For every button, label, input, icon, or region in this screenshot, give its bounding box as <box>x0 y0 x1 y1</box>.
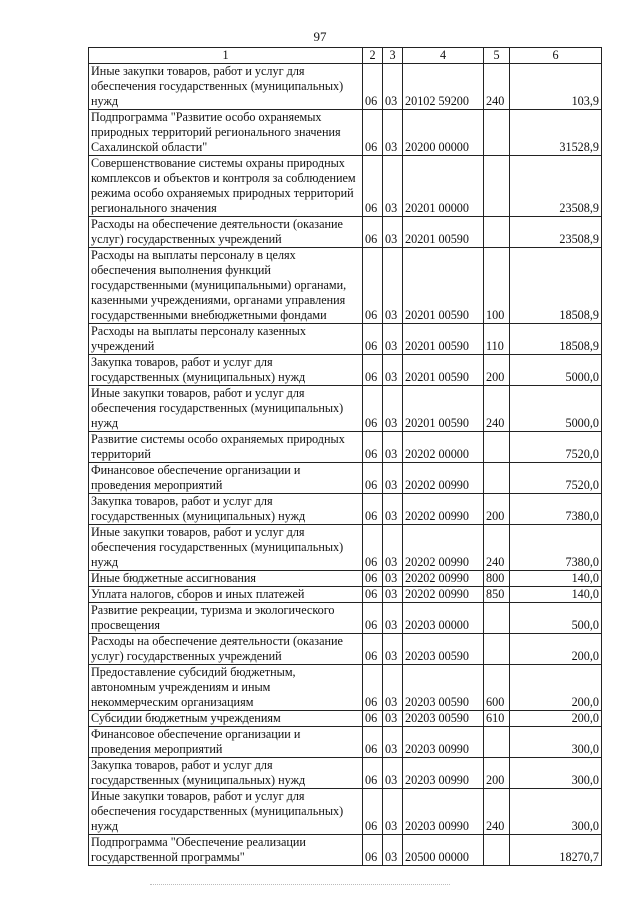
table-row <box>89 525 602 571</box>
row-name: Развитие рекреации, туризма и экологического просвещения <box>89 603 363 634</box>
row-amount: 300,0 <box>510 789 602 835</box>
row-section: 06 <box>363 386 383 432</box>
row-target-article: 20203 00590 <box>403 711 484 727</box>
row-name: Уплата налогов, сборов и иных платежей <box>89 587 363 603</box>
row-target-article: 20201 00590 <box>403 217 484 248</box>
header-col-1: 1 <box>89 48 363 64</box>
row-target-article: 20201 00590 <box>403 386 484 432</box>
row-amount: 200,0 <box>510 711 602 727</box>
row-amount: 18508,9 <box>510 324 602 355</box>
row-name: Расходы на выплаты персоналу в целях обеспечения выполнения функций государственными (муниципальными) органами, казенными учреждениями, органами управления государственными внебюджетными фондами <box>89 248 363 324</box>
row-name: Подпрограмма "Развитие особо охраняемых природных территорий регионального значения Сахалинской области" <box>89 110 363 156</box>
row-target-article: 20201 00590 <box>403 355 484 386</box>
row-subsection: 03 <box>383 110 403 156</box>
row-target-article: 20500 00000 <box>403 835 484 866</box>
table-row <box>89 789 602 835</box>
table-row <box>89 64 602 110</box>
row-target-article: 20201 00000 <box>403 156 484 217</box>
header-col-2: 2 <box>363 48 383 64</box>
row-amount: 23508,9 <box>510 217 602 248</box>
row-target-article: 20200 00000 <box>403 110 484 156</box>
row-expense-type: 240 <box>484 386 510 432</box>
row-section: 06 <box>363 110 383 156</box>
row-subsection: 03 <box>383 727 403 758</box>
row-subsection: 03 <box>383 711 403 727</box>
row-section: 06 <box>363 711 383 727</box>
row-subsection: 03 <box>383 587 403 603</box>
row-subsection: 03 <box>383 324 403 355</box>
row-amount: 7380,0 <box>510 494 602 525</box>
table-row <box>89 463 602 494</box>
row-name: Расходы на обеспечение деятельности (оказание услуг) государственных учреждений <box>89 217 363 248</box>
row-target-article: 20203 00990 <box>403 789 484 835</box>
row-section: 06 <box>363 494 383 525</box>
row-name: Совершенствование системы охраны природных комплексов и объектов и контроля за соблюдением режима особо охраняемых природных территорий регионального значения <box>89 156 363 217</box>
table-row <box>89 355 602 386</box>
row-amount: 7520,0 <box>510 432 602 463</box>
row-name: Финансовое обеспечение организации и проведения мероприятий <box>89 463 363 494</box>
row-target-article: 20102 59200 <box>403 64 484 110</box>
row-expense-type: 200 <box>484 494 510 525</box>
row-subsection: 03 <box>383 835 403 866</box>
row-name: Иные закупки товаров, работ и услуг для обеспечения государственных (муниципальных) нужд <box>89 386 363 432</box>
row-section: 06 <box>363 835 383 866</box>
row-section: 06 <box>363 587 383 603</box>
row-name: Иные бюджетные ассигнования <box>89 571 363 587</box>
table-row <box>89 386 602 432</box>
row-amount: 5000,0 <box>510 355 602 386</box>
row-subsection: 03 <box>383 634 403 665</box>
table-row <box>89 603 602 634</box>
table-row <box>89 432 602 463</box>
row-expense-type <box>484 603 510 634</box>
header-row <box>89 48 602 64</box>
row-name: Иные закупки товаров, работ и услуг для обеспечения государственных (муниципальных) нужд <box>89 525 363 571</box>
header-col-3: 3 <box>383 48 403 64</box>
row-target-article: 20202 00990 <box>403 587 484 603</box>
row-name: Иные закупки товаров, работ и услуг для обеспечения государственных (муниципальных) нужд <box>89 64 363 110</box>
row-expense-type: 600 <box>484 665 510 711</box>
row-name: Закупка товаров, работ и услуг для государственных (муниципальных) нужд <box>89 758 363 789</box>
budget-table <box>88 47 602 866</box>
row-section: 06 <box>363 571 383 587</box>
row-subsection: 03 <box>383 355 403 386</box>
row-amount: 7380,0 <box>510 525 602 571</box>
row-amount: 5000,0 <box>510 386 602 432</box>
row-name: Подпрограмма "Обеспечение реализации государственной программы" <box>89 835 363 866</box>
row-expense-type: 100 <box>484 248 510 324</box>
table-row <box>89 571 602 587</box>
row-name: Иные закупки товаров, работ и услуг для обеспечения государственных (муниципальных) нужд <box>89 789 363 835</box>
row-section: 06 <box>363 64 383 110</box>
row-section: 06 <box>363 727 383 758</box>
row-expense-type <box>484 110 510 156</box>
row-amount: 300,0 <box>510 727 602 758</box>
row-subsection: 03 <box>383 494 403 525</box>
row-expense-type <box>484 634 510 665</box>
row-subsection: 03 <box>383 432 403 463</box>
row-target-article: 20202 00990 <box>403 571 484 587</box>
row-amount: 18508,9 <box>510 248 602 324</box>
table-row <box>89 711 602 727</box>
row-name: Субсидии бюджетным учреждениям <box>89 711 363 727</box>
row-name: Предоставление субсидий бюджетным, автономным учреждениям и иным некоммерческим организациям <box>89 665 363 711</box>
row-amount: 140,0 <box>510 587 602 603</box>
row-amount: 7520,0 <box>510 463 602 494</box>
row-amount: 300,0 <box>510 758 602 789</box>
table-row <box>89 665 602 711</box>
row-section: 06 <box>363 603 383 634</box>
row-subsection: 03 <box>383 525 403 571</box>
row-section: 06 <box>363 248 383 324</box>
table-row <box>89 324 602 355</box>
row-expense-type <box>484 835 510 866</box>
row-target-article: 20203 00590 <box>403 665 484 711</box>
row-subsection: 03 <box>383 156 403 217</box>
row-expense-type <box>484 156 510 217</box>
row-expense-type: 850 <box>484 587 510 603</box>
row-subsection: 03 <box>383 217 403 248</box>
row-target-article: 20203 00990 <box>403 758 484 789</box>
page-number: 97 <box>313 29 327 44</box>
row-amount: 140,0 <box>510 571 602 587</box>
row-amount: 200,0 <box>510 665 602 711</box>
row-amount: 31528,9 <box>510 110 602 156</box>
row-expense-type: 800 <box>484 571 510 587</box>
row-amount: 200,0 <box>510 634 602 665</box>
row-target-article: 20203 00000 <box>403 603 484 634</box>
row-expense-type: 240 <box>484 64 510 110</box>
row-name: Расходы на обеспечение деятельности (оказание услуг) государственных учреждений <box>89 634 363 665</box>
row-name: Закупка товаров, работ и услуг для государственных (муниципальных) нужд <box>89 494 363 525</box>
row-section: 06 <box>363 525 383 571</box>
header-col-4: 4 <box>403 48 484 64</box>
row-subsection: 03 <box>383 571 403 587</box>
table-row <box>89 217 602 248</box>
row-section: 06 <box>363 665 383 711</box>
row-subsection: 03 <box>383 386 403 432</box>
row-subsection: 03 <box>383 248 403 324</box>
table-row <box>89 835 602 866</box>
row-subsection: 03 <box>383 665 403 711</box>
row-section: 06 <box>363 758 383 789</box>
row-section: 06 <box>363 463 383 494</box>
row-section: 06 <box>363 432 383 463</box>
table-row <box>89 494 602 525</box>
row-expense-type <box>484 432 510 463</box>
row-section: 06 <box>363 355 383 386</box>
table-row <box>89 634 602 665</box>
row-expense-type: 110 <box>484 324 510 355</box>
row-amount: 23508,9 <box>510 156 602 217</box>
row-amount: 18270,7 <box>510 835 602 866</box>
row-section: 06 <box>363 634 383 665</box>
row-subsection: 03 <box>383 463 403 494</box>
row-amount: 103,9 <box>510 64 602 110</box>
row-target-article: 20202 00990 <box>403 525 484 571</box>
row-subsection: 03 <box>383 603 403 634</box>
row-section: 06 <box>363 789 383 835</box>
row-target-article: 20201 00590 <box>403 248 484 324</box>
row-expense-type: 610 <box>484 711 510 727</box>
row-target-article: 20202 00990 <box>403 494 484 525</box>
table-row <box>89 110 602 156</box>
row-amount: 500,0 <box>510 603 602 634</box>
row-expense-type <box>484 217 510 248</box>
row-target-article: 20202 00000 <box>403 432 484 463</box>
row-target-article: 20202 00990 <box>403 463 484 494</box>
row-target-article: 20201 00590 <box>403 324 484 355</box>
row-subsection: 03 <box>383 789 403 835</box>
table-row <box>89 758 602 789</box>
scan-edge-artifact <box>150 884 450 885</box>
header-col-5: 5 <box>484 48 510 64</box>
header-col-6: 6 <box>510 48 602 64</box>
row-subsection: 03 <box>383 64 403 110</box>
table-row <box>89 156 602 217</box>
row-name: Расходы на выплаты персоналу казенных учреждений <box>89 324 363 355</box>
row-expense-type: 200 <box>484 355 510 386</box>
row-expense-type <box>484 727 510 758</box>
row-expense-type <box>484 463 510 494</box>
row-expense-type: 240 <box>484 789 510 835</box>
row-section: 06 <box>363 324 383 355</box>
row-section: 06 <box>363 156 383 217</box>
row-target-article: 20203 00990 <box>403 727 484 758</box>
row-subsection: 03 <box>383 758 403 789</box>
row-name: Развитие системы особо охраняемых природных территорий <box>89 432 363 463</box>
row-target-article: 20203 00590 <box>403 634 484 665</box>
row-section: 06 <box>363 217 383 248</box>
table-row <box>89 587 602 603</box>
table-row <box>89 248 602 324</box>
row-expense-type: 200 <box>484 758 510 789</box>
row-name: Финансовое обеспечение организации и проведения мероприятий <box>89 727 363 758</box>
row-name: Закупка товаров, работ и услуг для государственных (муниципальных) нужд <box>89 355 363 386</box>
row-expense-type: 240 <box>484 525 510 571</box>
table-row <box>89 727 602 758</box>
